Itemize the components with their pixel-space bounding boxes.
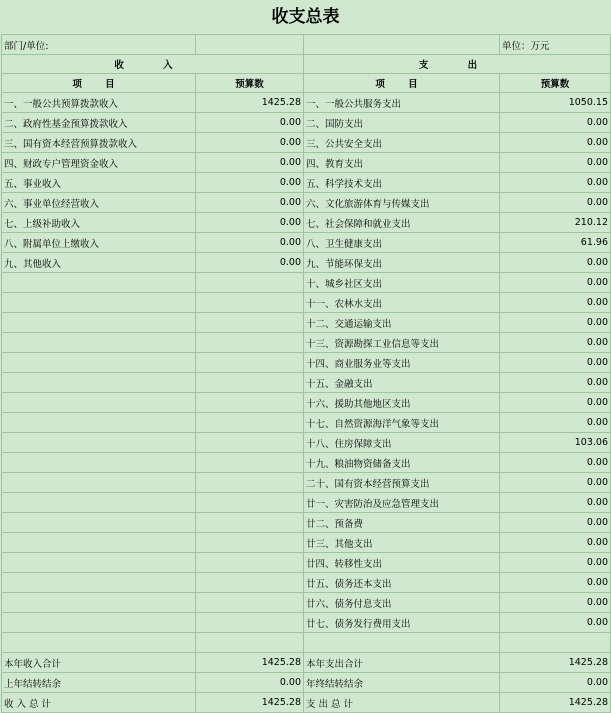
expense-item-value: 0.00	[500, 293, 611, 313]
expense-total-value: 0.00	[500, 673, 611, 693]
expense-item-value: 0.00	[500, 133, 611, 153]
income-item-value: 0.00	[196, 113, 304, 133]
expense-item-name: 八、卫生健康支出	[304, 233, 500, 253]
expense-item-name: 二、国防支出	[304, 113, 500, 133]
income-item-name: 八、附属单位上缴收入	[2, 233, 196, 253]
table-body	[2, 35, 611, 713]
table-row	[2, 93, 611, 113]
income-item-name	[2, 453, 196, 473]
table-row	[2, 533, 611, 553]
section-header-row	[2, 55, 611, 74]
total-row	[2, 673, 611, 693]
expense-item-value: 0.00	[500, 593, 611, 613]
expense-item-name: 一、一般公共服务支出	[304, 93, 500, 113]
expense-item-value: 0.00	[500, 553, 611, 573]
expense-item-value	[500, 633, 611, 653]
expense-item-value: 0.00	[500, 473, 611, 493]
expense-header-text: 支 出	[418, 60, 496, 71]
income-total-name: 收 入 总 计	[2, 693, 196, 713]
income-item-name	[2, 593, 196, 613]
expense-total-name: 支 出 总 计	[304, 693, 500, 713]
income-item-value	[196, 493, 304, 513]
expense-item-value: 0.00	[500, 453, 611, 473]
income-item-value	[196, 613, 304, 633]
expense-item-value: 1050.15	[500, 93, 611, 113]
expense-item-header-text: 项 目	[375, 79, 428, 90]
income-item-value	[196, 533, 304, 553]
income-item-name: 六、事业单位经营收入	[2, 193, 196, 213]
expense-item-name: 十三、资源勘探工业信息等支出	[304, 333, 500, 353]
expense-item-name: 四、教育支出	[304, 153, 500, 173]
table-row	[2, 333, 611, 353]
income-item-name	[2, 353, 196, 373]
income-item-name: 九、其他收入	[2, 253, 196, 273]
expense-item-value: 0.00	[500, 173, 611, 193]
income-item-value: 0.00	[196, 253, 304, 273]
page-title: 收支总表	[271, 7, 340, 27]
expense-item-name: 十、城乡社区支出	[304, 273, 500, 293]
expense-item-value: 0.00	[500, 533, 611, 553]
column-header-row	[2, 74, 611, 93]
table-row	[2, 433, 611, 453]
income-item-value	[196, 393, 304, 413]
expense-item-name: 十八、住房保障支出	[304, 433, 500, 453]
expense-item-value: 0.00	[500, 313, 611, 333]
budget-table	[1, 34, 611, 713]
table-row	[2, 253, 611, 273]
income-item-name: 四、财政专户管理资金收入	[2, 153, 196, 173]
expense-item-value: 0.00	[500, 373, 611, 393]
expense-item-name: 廿四、转移性支出	[304, 553, 500, 573]
expense-item-name	[304, 633, 500, 653]
income-item-header	[2, 74, 196, 93]
meta-empty-cell	[196, 35, 304, 55]
expense-item-name: 十七、自然资源海洋气象等支出	[304, 413, 500, 433]
table-row	[2, 153, 611, 173]
table-row	[2, 373, 611, 393]
income-item-value	[196, 553, 304, 573]
income-item-name	[2, 573, 196, 593]
expense-total-value: 1425.28	[500, 693, 611, 713]
income-item-value	[196, 473, 304, 493]
income-item-value	[196, 513, 304, 533]
meta-row	[2, 35, 611, 55]
table-row	[2, 473, 611, 493]
expense-total-name: 年终结转结余	[304, 673, 500, 693]
income-item-name	[2, 533, 196, 553]
table-row	[2, 553, 611, 573]
income-item-value	[196, 273, 304, 293]
income-item-name: 五、事业收入	[2, 173, 196, 193]
table-row	[2, 613, 611, 633]
income-item-name	[2, 493, 196, 513]
expense-item-name: 五、科学技术支出	[304, 173, 500, 193]
expense-item-name: 三、公共安全支出	[304, 133, 500, 153]
table-row	[2, 133, 611, 153]
expense-item-value: 0.00	[500, 573, 611, 593]
total-row	[2, 653, 611, 673]
income-item-value	[196, 313, 304, 333]
table-row	[2, 513, 611, 533]
expense-item-header	[304, 74, 500, 93]
income-header	[2, 55, 304, 74]
expense-item-value: 0.00	[500, 333, 611, 353]
income-item-name: 一、一般公共预算拨款收入	[2, 93, 196, 113]
expense-item-value: 0.00	[500, 513, 611, 533]
income-item-name	[2, 313, 196, 333]
expense-item-name: 九、节能环保支出	[304, 253, 500, 273]
expense-item-value: 0.00	[500, 353, 611, 373]
table-row	[2, 233, 611, 253]
income-item-value: 0.00	[196, 193, 304, 213]
income-item-value	[196, 373, 304, 393]
income-item-name	[2, 273, 196, 293]
income-item-value	[196, 433, 304, 453]
table-row	[2, 273, 611, 293]
expense-item-name: 十六、援助其他地区支出	[304, 393, 500, 413]
table-row	[2, 173, 611, 193]
table-row	[2, 293, 611, 313]
income-item-value: 0.00	[196, 153, 304, 173]
table-row	[2, 453, 611, 473]
income-item-value: 0.00	[196, 133, 304, 153]
expense-item-value: 0.00	[500, 113, 611, 133]
expense-item-name: 二十、国有资本经营预算支出	[304, 473, 500, 493]
expense-item-value: 0.00	[500, 273, 611, 293]
expense-item-value: 103.06	[500, 433, 611, 453]
expense-item-value: 0.00	[500, 153, 611, 173]
income-budget-header: 预算数	[196, 74, 304, 93]
income-item-value	[196, 633, 304, 653]
expense-item-name: 廿二、预备费	[304, 513, 500, 533]
income-item-value	[196, 573, 304, 593]
income-item-value	[196, 593, 304, 613]
expense-item-name: 廿七、债务发行费用支出	[304, 613, 500, 633]
income-item-value: 0.00	[196, 213, 304, 233]
expense-item-name: 十四、商业服务业等支出	[304, 353, 500, 373]
income-item-name: 二、政府性基金预算拨款收入	[2, 113, 196, 133]
income-item-value: 0.00	[196, 233, 304, 253]
table-row	[2, 493, 611, 513]
table-row	[2, 193, 611, 213]
expense-item-value: 0.00	[500, 413, 611, 433]
expense-item-name: 六、文化旅游体育与传媒支出	[304, 193, 500, 213]
income-item-name	[2, 633, 196, 653]
expense-item-name: 十九、粮油物资储备支出	[304, 453, 500, 473]
table-row	[2, 213, 611, 233]
income-item-name	[2, 613, 196, 633]
table-row	[2, 113, 611, 133]
table-row	[2, 353, 611, 373]
expense-total-name: 本年支出合计	[304, 653, 500, 673]
income-item-header-text: 项 目	[72, 79, 125, 90]
expense-item-value: 0.00	[500, 393, 611, 413]
table-row	[2, 393, 611, 413]
expense-item-value: 0.00	[500, 193, 611, 213]
expense-item-value: 210.12	[500, 213, 611, 233]
income-item-name	[2, 513, 196, 533]
income-item-name	[2, 373, 196, 393]
expense-item-value: 0.00	[500, 493, 611, 513]
income-item-name	[2, 333, 196, 353]
income-total-value: 1425.28	[196, 693, 304, 713]
income-item-value	[196, 333, 304, 353]
income-item-name	[2, 393, 196, 413]
income-item-name	[2, 473, 196, 493]
income-item-name	[2, 413, 196, 433]
expense-item-value: 0.00	[500, 613, 611, 633]
table-row	[2, 413, 611, 433]
income-total-name: 本年收入合计	[2, 653, 196, 673]
expense-item-name: 七、社会保障和就业支出	[304, 213, 500, 233]
income-total-value: 0.00	[196, 673, 304, 693]
table-row	[2, 313, 611, 333]
income-item-value: 1425.28	[196, 93, 304, 113]
income-item-value	[196, 353, 304, 373]
income-item-value: 0.00	[196, 173, 304, 193]
expense-item-name: 十二、交通运输支出	[304, 313, 500, 333]
expense-item-name: 廿六、债务付息支出	[304, 593, 500, 613]
expense-item-name: 廿一、灾害防治及应急管理支出	[304, 493, 500, 513]
expense-item-name: 十一、农林水支出	[304, 293, 500, 313]
expense-item-name: 十五、金融支出	[304, 373, 500, 393]
table-row	[2, 573, 611, 593]
income-total-value: 1425.28	[196, 653, 304, 673]
income-item-name	[2, 293, 196, 313]
income-item-value	[196, 293, 304, 313]
table-row	[2, 633, 611, 653]
income-item-name: 七、上级补助收入	[2, 213, 196, 233]
income-item-name	[2, 433, 196, 453]
expense-budget-header: 预算数	[500, 74, 611, 93]
income-item-name	[2, 553, 196, 573]
expense-item-name: 廿三、其他支出	[304, 533, 500, 553]
dept-label: 部门/单位:	[2, 35, 196, 55]
expense-total-value: 1425.28	[500, 653, 611, 673]
unit-label: 单位：万元	[500, 35, 611, 55]
income-header-text: 收 入	[114, 60, 191, 71]
expense-item-name: 廿五、债务还本支出	[304, 573, 500, 593]
income-total-name: 上年结转结余	[2, 673, 196, 693]
meta-empty-cell	[304, 35, 500, 55]
expense-item-value: 0.00	[500, 253, 611, 273]
total-row	[2, 693, 611, 713]
income-item-value	[196, 453, 304, 473]
expense-item-value: 61.96	[500, 233, 611, 253]
table-row	[2, 593, 611, 613]
income-item-value	[196, 413, 304, 433]
expense-header	[304, 55, 611, 74]
income-item-name: 三、国有资本经营预算拨款收入	[2, 133, 196, 153]
